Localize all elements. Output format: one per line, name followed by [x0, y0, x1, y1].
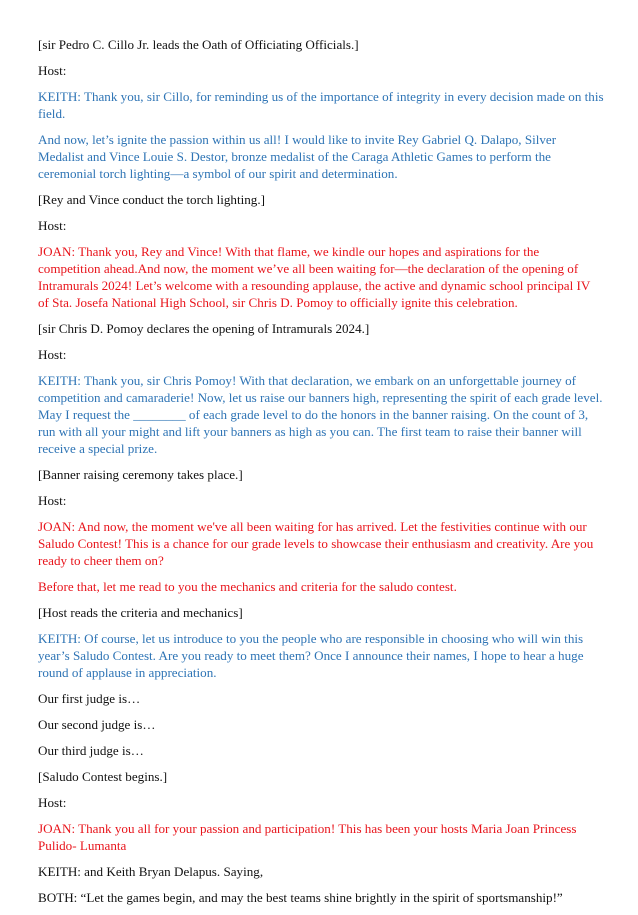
paragraph-6: JOAN: Thank you, Rey and Vince! With that flame, we kindle our hopes and aspirations for the competition ahead.And now, the moment we’ve all been waiting for—the declaration of the opening of Intramurals 2024! Let’s welcome with a resounding applause, the active and dynamic school principal IV of Sta. Josefa National High School, sir Chris D. Pomoy to officially ignite this celebration.: [38, 244, 591, 310]
paragraph-14: [Host reads the criteria and mechanics]: [38, 605, 243, 620]
paragraph-9: KEITH: Thank you, sir Chris Pomoy! With that declaration, we embark on an unforgettable journey of competition and camaraderie! Now, let us raise our banners high, representing the spirit of each grade level. May I request the ________ of each grade level to do the honors in the banner raising. On the count of 3, run with all your might and lift your banners as high as you can. The first team to raise their banner will receive a special prize.: [38, 373, 603, 456]
paragraph-20: Host:: [38, 795, 67, 810]
paragraph-5: Host:: [38, 218, 67, 233]
paragraph-10: [Banner raising ceremony takes place.]: [38, 467, 243, 482]
paragraph-3: And now, let’s ignite the passion within us all! I would like to invite Rey Gabriel Q. Dalapo, Silver Medalist and Vince Louie S. Destor, bronze medalist of the Caraga Athletic Games to perform the ceremonial torch lighting—a symbol of our spirit and determination.: [38, 132, 557, 181]
paragraph-17: Our second judge is…: [38, 717, 156, 732]
paragraph-4: [Rey and Vince conduct the torch lighting.]: [38, 192, 265, 207]
paragraph-2: KEITH: Thank you, sir Cillo, for reminding us of the importance of integrity in every decision made on this field.: [38, 89, 604, 121]
paragraph-16: Our first judge is…: [38, 691, 141, 706]
paragraph-15: KEITH: Of course, let us introduce to you the people who are responsible in choosing who will win this year’s Saludo Contest. Are you ready to meet them? Once I announce their names, I hope to hear a huge round of applause in appreciation.: [38, 631, 584, 680]
paragraph-1: Host:: [38, 63, 67, 78]
paragraph-21: JOAN: Thank you all for your passion and participation! This has been your hosts Maria Joan Princess Pulido- Lumanta: [38, 821, 577, 853]
document-page: [38, 36, 604, 915]
paragraph-23: BOTH: “Let the games begin, and may the best teams shine brightly in the spirit of sportsmanship!”: [38, 890, 563, 905]
paragraph-13: Before that, let me read to you the mechanics and criteria for the saludo contest.: [38, 579, 457, 594]
paragraph-22: KEITH: and Keith Bryan Delapus. Saying,: [38, 864, 264, 879]
paragraph-0: [sir Pedro C. Cillo Jr. leads the Oath of Officiating Officials.]: [38, 37, 359, 52]
paragraph-18: Our third judge is…: [38, 743, 144, 758]
paragraph-12: JOAN: And now, the moment we've all been waiting for has arrived. Let the festivities continue with our Saludo Contest! This is a chance for our grade levels to showcase their enthusiasm and creativity. Are you ready to cheer them on?: [38, 519, 594, 568]
paragraph-7: [sir Chris D. Pomoy declares the opening of Intramurals 2024.]: [38, 321, 370, 336]
paragraph-11: Host:: [38, 493, 67, 508]
paragraph-8: Host:: [38, 347, 67, 362]
paragraph-19: [Saludo Contest begins.]: [38, 769, 168, 784]
